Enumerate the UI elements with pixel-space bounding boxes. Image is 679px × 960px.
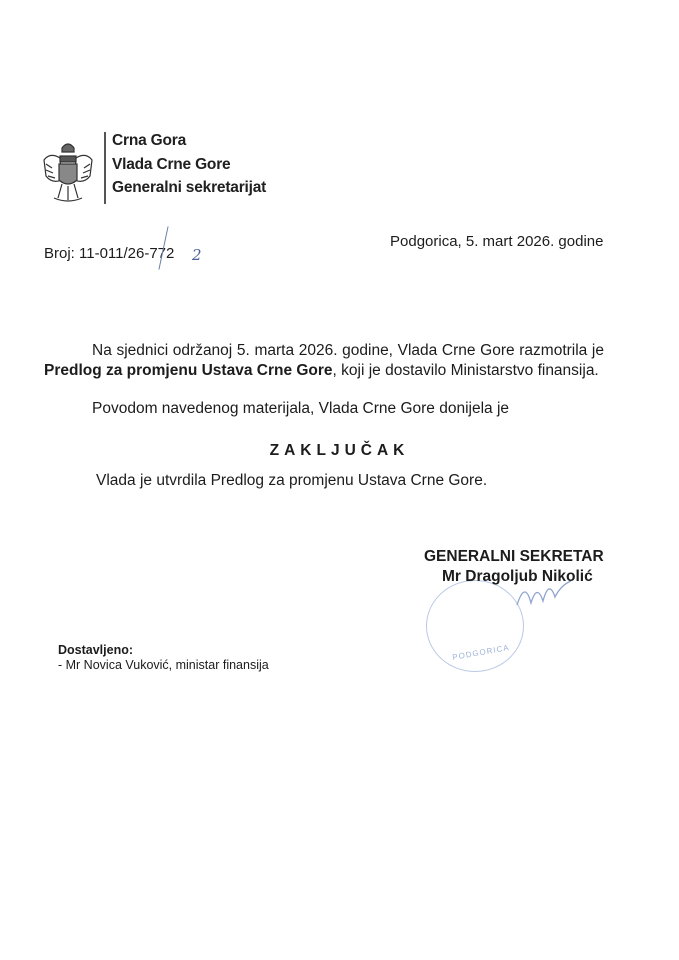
delivered-item: - Mr Novica Vuković, ministar finansija — [58, 658, 269, 672]
paragraph-session-text-2: , koji je dostavilo Ministarstvo finansija. — [332, 362, 599, 379]
place-date: Podgorica, 5. mart 2026. godine — [390, 233, 604, 250]
paragraph-session-text-1: Na sjednici održanoj 5. marta 2026. godine, Vlada Crne Gore razmotrila je — [92, 342, 604, 359]
official-stamp — [426, 580, 524, 672]
header-divider — [104, 132, 106, 204]
header-government: Vlada Crne Gore — [112, 156, 231, 173]
paragraph-adoption: Povodom navedenog materijala, Vlada Crne Gore donijela je — [92, 400, 510, 417]
header-secretariat: Generalni sekretarijat — [112, 179, 267, 196]
signatory-name: Mr Dragoljub Nikolić — [442, 568, 593, 585]
signatory-title: GENERALNI SEKRETAR — [424, 548, 604, 565]
delivered-label: Dostavljeno: — [58, 643, 134, 657]
paragraph-session-bold: Predlog za promjenu Ustava Crne Gore — [44, 362, 333, 379]
decision-title: ZAKLJUČAK — [269, 442, 410, 459]
stamp-text: PODGORICA — [451, 643, 511, 662]
paragraph-session — [44, 341, 604, 381]
decision-text: Vlada je utvrdila Predlog za promjenu Ustava Crne Gore. — [96, 472, 488, 489]
header-country: Crna Gora — [112, 132, 186, 149]
coat-of-arms-icon — [40, 140, 96, 206]
handwritten-suffix: 2 — [192, 246, 202, 264]
reference-number: Broj: 11-011/26-772 — [44, 245, 175, 262]
